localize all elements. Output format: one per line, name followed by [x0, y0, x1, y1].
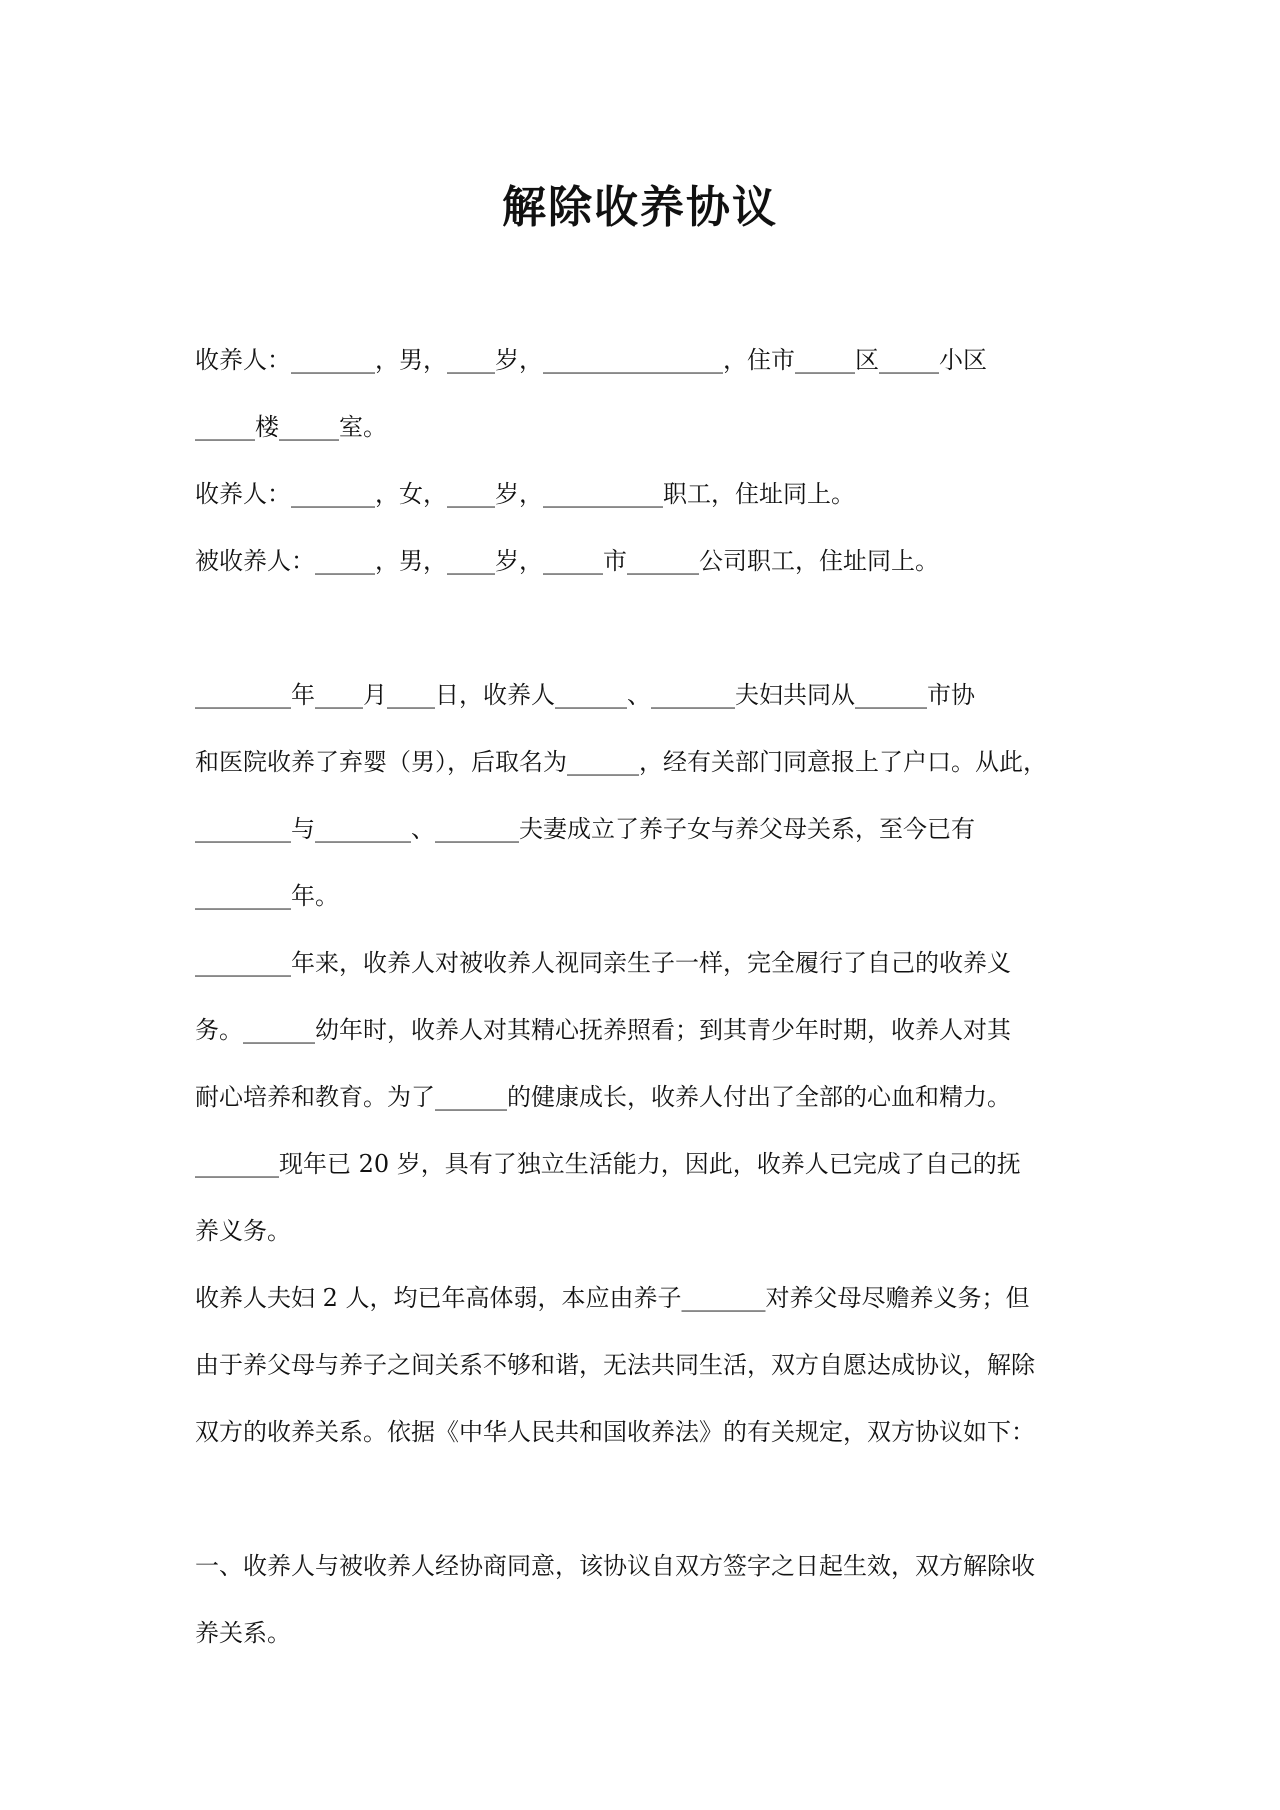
- background-line-2: 和医院收养了弃婴（男），后取名为______，经有关部门同意报上了户口。从此，: [195, 748, 1047, 776]
- clause-one-line-2: 养关系。: [195, 1619, 291, 1647]
- adopter-female-line: 收养人：_______，女，____岁，__________职工，住址同上。: [195, 480, 855, 508]
- clause-one-line-1: 一、收养人与被收养人经协商同意，该协议自双方签字之日起生效，双方解除收: [195, 1552, 1035, 1580]
- upbringing-line-2: 务。______幼年时，收养人对其精心抚养照看；到其青少年时期，收养人对其: [195, 1016, 1011, 1044]
- adoptee-line: 被收养人：_____，男，____岁，_____市______公司职工，住址同上。: [195, 547, 939, 575]
- adopter-male-line-2: _____楼_____室。: [195, 413, 387, 441]
- upbringing-line-4: _______现年已 20 岁，具有了独立生活能力，因此，收养人已完成了自己的抚: [195, 1150, 1021, 1178]
- reason-line-2: 由于养父母与养子之间关系不够和谐，无法共同生活，双方自愿达成协议，解除: [195, 1351, 1035, 1379]
- background-line-3: ________与________、_______夫妻成立了养子女与养父母关系，至今已有: [195, 815, 975, 843]
- upbringing-line-5: 养义务。: [195, 1217, 291, 1245]
- reason-line-1: 收养人夫妇 2 人，均已年高体弱，本应由养子_______对养父母尽赡养义务；但: [195, 1284, 1030, 1312]
- adopter-male-line-1: 收养人：_______，男，____岁，_______________，住市_____区_____小区: [195, 346, 987, 374]
- background-line-1: ________年____月____日，收养人______、_______夫妇共同从______市协: [195, 681, 975, 709]
- reason-line-3: 双方的收养关系。依据《中华人民共和国收养法》的有关规定，双方协议如下：: [195, 1418, 1035, 1446]
- document-title: 解除收养协议: [502, 182, 778, 233]
- upbringing-line-3: 耐心培养和教育。为了______的健康成长，收养人付出了全部的心血和精力。: [195, 1083, 1011, 1111]
- background-line-4: ________年。: [195, 882, 339, 910]
- upbringing-line-1: ________年来，收养人对被收养人视同亲生子一样，完全履行了自己的收养义: [195, 949, 1011, 977]
